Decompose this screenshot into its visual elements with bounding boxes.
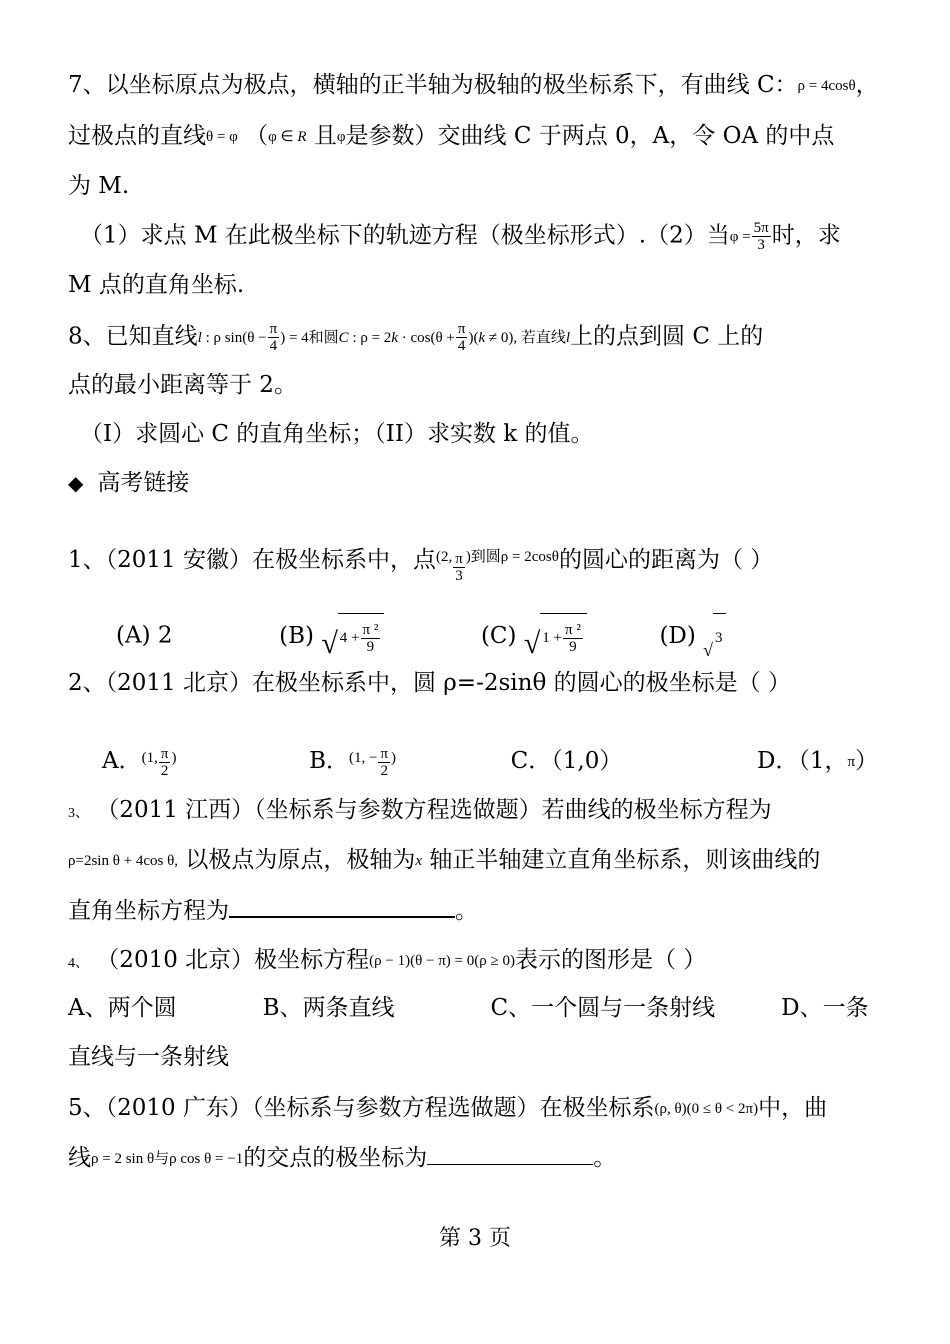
q8-text: 上的点到圆 C 上的 <box>570 323 764 350</box>
q7-text: 且 <box>306 123 337 149</box>
g4-option-b: B、两条直线 <box>262 995 395 1021</box>
option-math: (1, <box>141 750 158 766</box>
g2-option-c: C．（1,0） <box>510 748 623 774</box>
fraction-denominator: 2 <box>380 762 388 779</box>
section-heading <box>68 468 189 498</box>
q7-text: 过极点的直线 <box>68 123 206 149</box>
g5-line-1 <box>68 1093 827 1123</box>
q8-math: k <box>391 329 398 346</box>
q8-equation <box>280 323 455 353</box>
g4-text: （2010 北京）极坐标方程 <box>89 947 370 973</box>
q8-math: )( <box>468 329 479 346</box>
q8-fraction-1 <box>268 321 280 354</box>
q7-curve-equation: ρ = 4cosθ <box>797 78 856 94</box>
g5-equation: ρ = 2 sin θ与ρ cos θ = −1 <box>91 1151 244 1167</box>
option-label: D．（1， <box>756 748 848 774</box>
g1-math: )到圆ρ = 2cosθ <box>465 549 559 565</box>
g1-stem <box>68 542 774 584</box>
g3-line-2 <box>68 845 820 875</box>
q8-line-2: 点的最小距离等于 2。 <box>68 372 297 398</box>
q8-math: C <box>338 329 349 346</box>
fraction-numerator: 5π <box>753 220 769 236</box>
option-label: A． <box>102 748 142 774</box>
q8-math: ) = 4和圆 <box>280 329 339 346</box>
q7-phi-domain <box>268 122 306 152</box>
option-math: π <box>847 754 856 770</box>
q7-phi: φ <box>336 129 346 145</box>
g2-option-d <box>757 748 878 774</box>
q7-fraction <box>752 220 771 253</box>
g4-text: 表示的图形是（ ） <box>514 947 707 973</box>
g3-text: 轴正半轴建立直角坐标系，则该曲线的 <box>422 847 821 873</box>
fraction-denominator: 9 <box>366 638 375 655</box>
g5-text: 的交点的极坐标为 <box>243 1145 428 1171</box>
fraction-denominator: 2 <box>160 762 169 779</box>
g4-options <box>68 993 869 1023</box>
q8-math: k <box>478 329 486 346</box>
option-math: (1, − <box>348 750 378 766</box>
g1-text: 的圆心的距离为（ ） <box>558 547 774 573</box>
fraction-numerator: π ² <box>362 621 379 638</box>
g1-fraction <box>453 551 465 584</box>
option-math: ) <box>391 750 397 766</box>
q8-math: : ρ sin(θ − <box>201 329 267 346</box>
sqrt-expression: √ 1 + $\frac{\text{π ²}}{9}$ <box>524 613 587 660</box>
q8-text: 8、已知直线 <box>68 323 198 350</box>
g2-options <box>102 738 878 778</box>
q8-fraction-2 <box>456 321 468 354</box>
g1-option-c <box>480 621 587 660</box>
g5-text: 5、（2010 广东）（坐标系与参数方程选做题）在极坐标系 <box>68 1095 655 1121</box>
q8-line-1 <box>68 321 764 354</box>
q7-math: φ = <box>729 228 751 245</box>
g3-text: （2011 江西）（坐标系与参数方程选做题）若曲线的极坐标方程为 <box>89 797 772 823</box>
option-label: (B) <box>279 622 314 649</box>
option-label: ） <box>855 748 879 774</box>
g5-text: 中，曲 <box>758 1095 828 1121</box>
g5-punct: 。 <box>593 1145 617 1171</box>
sqrt-term: 3 <box>713 613 726 660</box>
g3-equation: ρ=2sin θ + 4cos θ, <box>68 853 179 869</box>
g3-line-1 <box>68 795 772 825</box>
g4-option-a: A、两个圆 <box>68 995 177 1021</box>
g1-math: (2, <box>435 549 453 565</box>
q7-math: R <box>297 129 307 145</box>
g5-text: 线 <box>68 1145 91 1171</box>
q7-text: 7、以坐标原点为极点，横轴的正半轴为极轴的极坐标系下，有曲线 C： <box>68 72 798 98</box>
q7-text: （1）求点 M 在此极坐标下的轨迹方程（极坐标形式）.（2）当 <box>80 222 730 249</box>
q7-line-2 <box>68 121 834 151</box>
q7-line-5: M 点的直角坐标. <box>68 272 245 298</box>
g4-stem <box>68 945 706 975</box>
sqrt-term: 4 + <box>339 630 360 646</box>
q8-math: ≠ 0), 若直线 <box>485 329 566 346</box>
g2-stem: 2、（2011 北京）在极坐标系中，圆 ρ=-2sinθ 的圆心的极坐标是（ ） <box>68 670 791 696</box>
q7-math: φ ∈ <box>268 129 298 145</box>
option-label: (D) <box>659 622 696 649</box>
fraction-denominator: 4 <box>457 338 466 354</box>
q7-line-3: 为 M. <box>68 173 130 199</box>
fraction-denominator: 9 <box>569 638 577 655</box>
g3-text: 直角坐标方程为 <box>68 898 229 924</box>
q7-text: 是参数）交曲线 C 于两点 0，A，令 OA 的中点 <box>345 123 835 149</box>
q8-math: l <box>565 329 571 346</box>
g3-x-variable: x <box>415 853 423 869</box>
q8-equation <box>468 323 570 353</box>
g4-number: 4、 <box>68 956 89 971</box>
section-title: 高考链接 <box>97 470 190 496</box>
q7-line-equation: θ = φ <box>206 129 238 145</box>
sqrt-expression: √ 4 + $\frac{\text{π ²}}{9}$ <box>321 613 384 660</box>
g3-number: 3、 <box>68 806 89 821</box>
fraction-numerator: π <box>457 321 466 337</box>
sqrt-term: 1 + <box>542 630 562 646</box>
fraction-numerator: π <box>380 745 389 762</box>
g1-text: 1、（2011 安徽）在极坐标系中，点 <box>68 547 436 573</box>
fraction-denominator: 4 <box>269 338 278 354</box>
g1-option-a <box>116 623 173 649</box>
g3-line-3 <box>68 894 478 924</box>
q8-line-3: （I）求圆心 C 的直角坐标；（II）求实数 k 的值。 <box>80 421 594 447</box>
g5-equation: (ρ, θ)(0 ≤ θ < 2π) <box>654 1101 759 1117</box>
page-number: 第 3 页 <box>439 1226 511 1251</box>
q7-line-4 <box>80 220 841 253</box>
g4-option-d: D、一条 <box>781 995 869 1021</box>
g3-punct: 。 <box>455 898 478 924</box>
g1-option-d <box>659 622 725 660</box>
option-label: B． <box>309 748 349 774</box>
fraction-numerator: π <box>455 551 463 567</box>
q8-math: : ρ = 2 <box>348 329 392 346</box>
q7-text: （ <box>245 123 269 149</box>
g4-equation: (ρ − 1)(θ − π) = 0(ρ ≥ 0) <box>369 953 515 969</box>
fraction-numerator: π <box>160 745 169 762</box>
fraction-denominator: 3 <box>455 568 463 584</box>
g4-option-c: C、一个圆与一条射线 <box>490 995 716 1021</box>
sqrt-expression: √ 3 <box>703 613 725 660</box>
q7-line-1 <box>68 70 879 100</box>
g2-option-b <box>309 745 397 779</box>
g3-text: 以极点为原点，极轴为 <box>178 847 416 873</box>
g2-option-a <box>102 745 177 779</box>
g4-option-d-continued: 直线与一条射线 <box>68 1044 229 1070</box>
g1-option-b <box>279 621 384 660</box>
q8-math: · cos(θ + <box>397 329 455 346</box>
answer-blank[interactable] <box>229 894 455 918</box>
option-math: ) <box>171 750 177 766</box>
q8-equation <box>198 323 267 353</box>
q8-math: l <box>197 329 202 346</box>
g1-options <box>116 613 726 660</box>
fraction-numerator: π ² <box>565 621 581 638</box>
option-label: (C) <box>480 622 517 649</box>
answer-blank[interactable] <box>427 1142 593 1165</box>
diamond-icon: ◆ <box>68 471 84 495</box>
fraction-numerator: π <box>269 321 278 337</box>
fraction-denominator: 3 <box>757 237 765 253</box>
option-label: (A) <box>116 622 151 649</box>
q7-punct: ， <box>855 72 879 98</box>
q7-text: 时，求 <box>771 222 841 249</box>
option-value: 2 <box>157 622 173 649</box>
g5-line-2 <box>68 1142 616 1172</box>
